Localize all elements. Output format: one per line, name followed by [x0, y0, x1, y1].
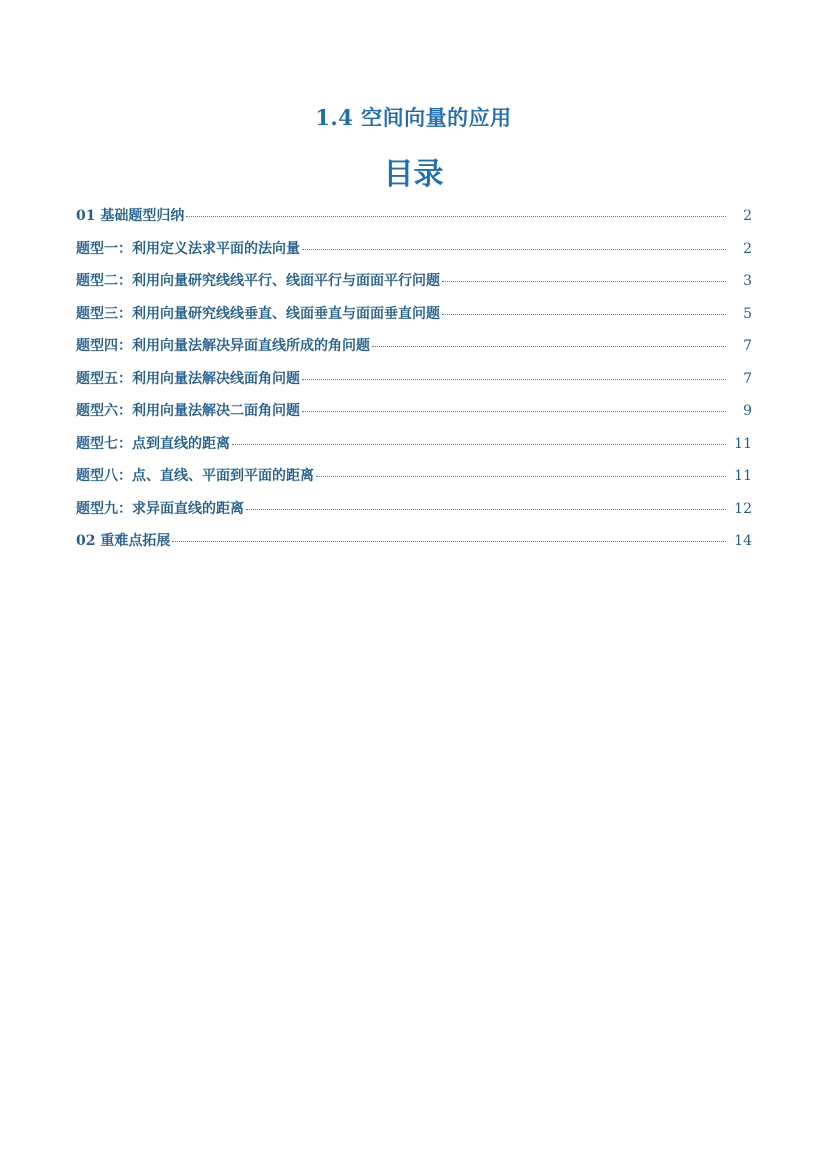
toc-entry-label: 题型九：求异面直线的距离: [76, 500, 244, 517]
toc-entry-page: 2: [743, 240, 752, 257]
toc-entry-type-2[interactable]: [76, 270, 752, 303]
toc-leader-dots: [232, 444, 726, 445]
toc-entry-advanced-topics[interactable]: [76, 530, 752, 563]
toc-entry-label: 题型四：利用向量法解决异面直线所成的角问题: [76, 338, 370, 354]
toc-entry-type-3[interactable]: [76, 303, 752, 336]
toc-entry-page: 14: [734, 533, 752, 549]
table-of-contents: [76, 205, 752, 563]
toc-heading: 目录: [383, 157, 444, 192]
toc-entry-label: 题型一：利用定义法求平面的法向量: [76, 240, 300, 257]
toc-entry-type-4[interactable]: [76, 335, 752, 368]
toc-entry-type-1[interactable]: [76, 238, 752, 271]
toc-entry-page: 7: [743, 370, 752, 387]
toc-leader-dots: [442, 314, 726, 315]
document-title: 1.4 空间向量的应用: [315, 105, 512, 130]
toc-leader-dots: [372, 346, 726, 347]
toc-entry-label: 题型五：利用向量法解决线面角问题: [76, 370, 300, 387]
toc-entry-page: 9: [743, 403, 752, 419]
toc-entry-type-8[interactable]: [76, 465, 752, 498]
toc-entry-label: 题型三：利用向量研究线线垂直、线面垂直与面面垂直问题: [76, 305, 440, 322]
toc-entry-label: 题型二：利用向量研究线线平行、线面平行与面面平行问题: [76, 273, 440, 289]
toc-entry-type-9[interactable]: [76, 498, 752, 531]
toc-entry-label: 题型七：点到直线的距离: [76, 435, 230, 452]
toc-entry-label: 01 基础题型归纳: [76, 208, 185, 224]
toc-leader-dots: [246, 509, 726, 510]
toc-entry-type-6[interactable]: [76, 400, 752, 433]
toc-leader-dots: [442, 281, 726, 282]
toc-entry-page: 12: [734, 500, 752, 517]
toc-leader-dots: [302, 379, 726, 380]
toc-entry-page: 5: [743, 305, 752, 322]
toc-entry-page: 7: [743, 338, 752, 354]
toc-entry-page: 3: [743, 273, 752, 289]
toc-entry-basic-types[interactable]: [76, 205, 752, 238]
toc-leader-dots: [186, 216, 726, 217]
toc-entry-page: 2: [743, 208, 752, 224]
toc-entry-page: 11: [734, 468, 752, 484]
toc-entry-type-5[interactable]: [76, 368, 752, 401]
toc-entry-page: 11: [734, 435, 752, 452]
toc-entry-type-7[interactable]: [76, 433, 752, 466]
toc-leader-dots: [172, 541, 726, 542]
toc-leader-dots: [316, 476, 726, 477]
toc-entry-label: 题型六：利用向量法解决二面角问题: [76, 403, 300, 419]
toc-leader-dots: [302, 249, 726, 250]
toc-entry-label: 02 重难点拓展: [76, 533, 171, 549]
toc-leader-dots: [302, 411, 726, 412]
toc-entry-label: 题型八：点、直线、平面到平面的距离: [76, 468, 314, 484]
